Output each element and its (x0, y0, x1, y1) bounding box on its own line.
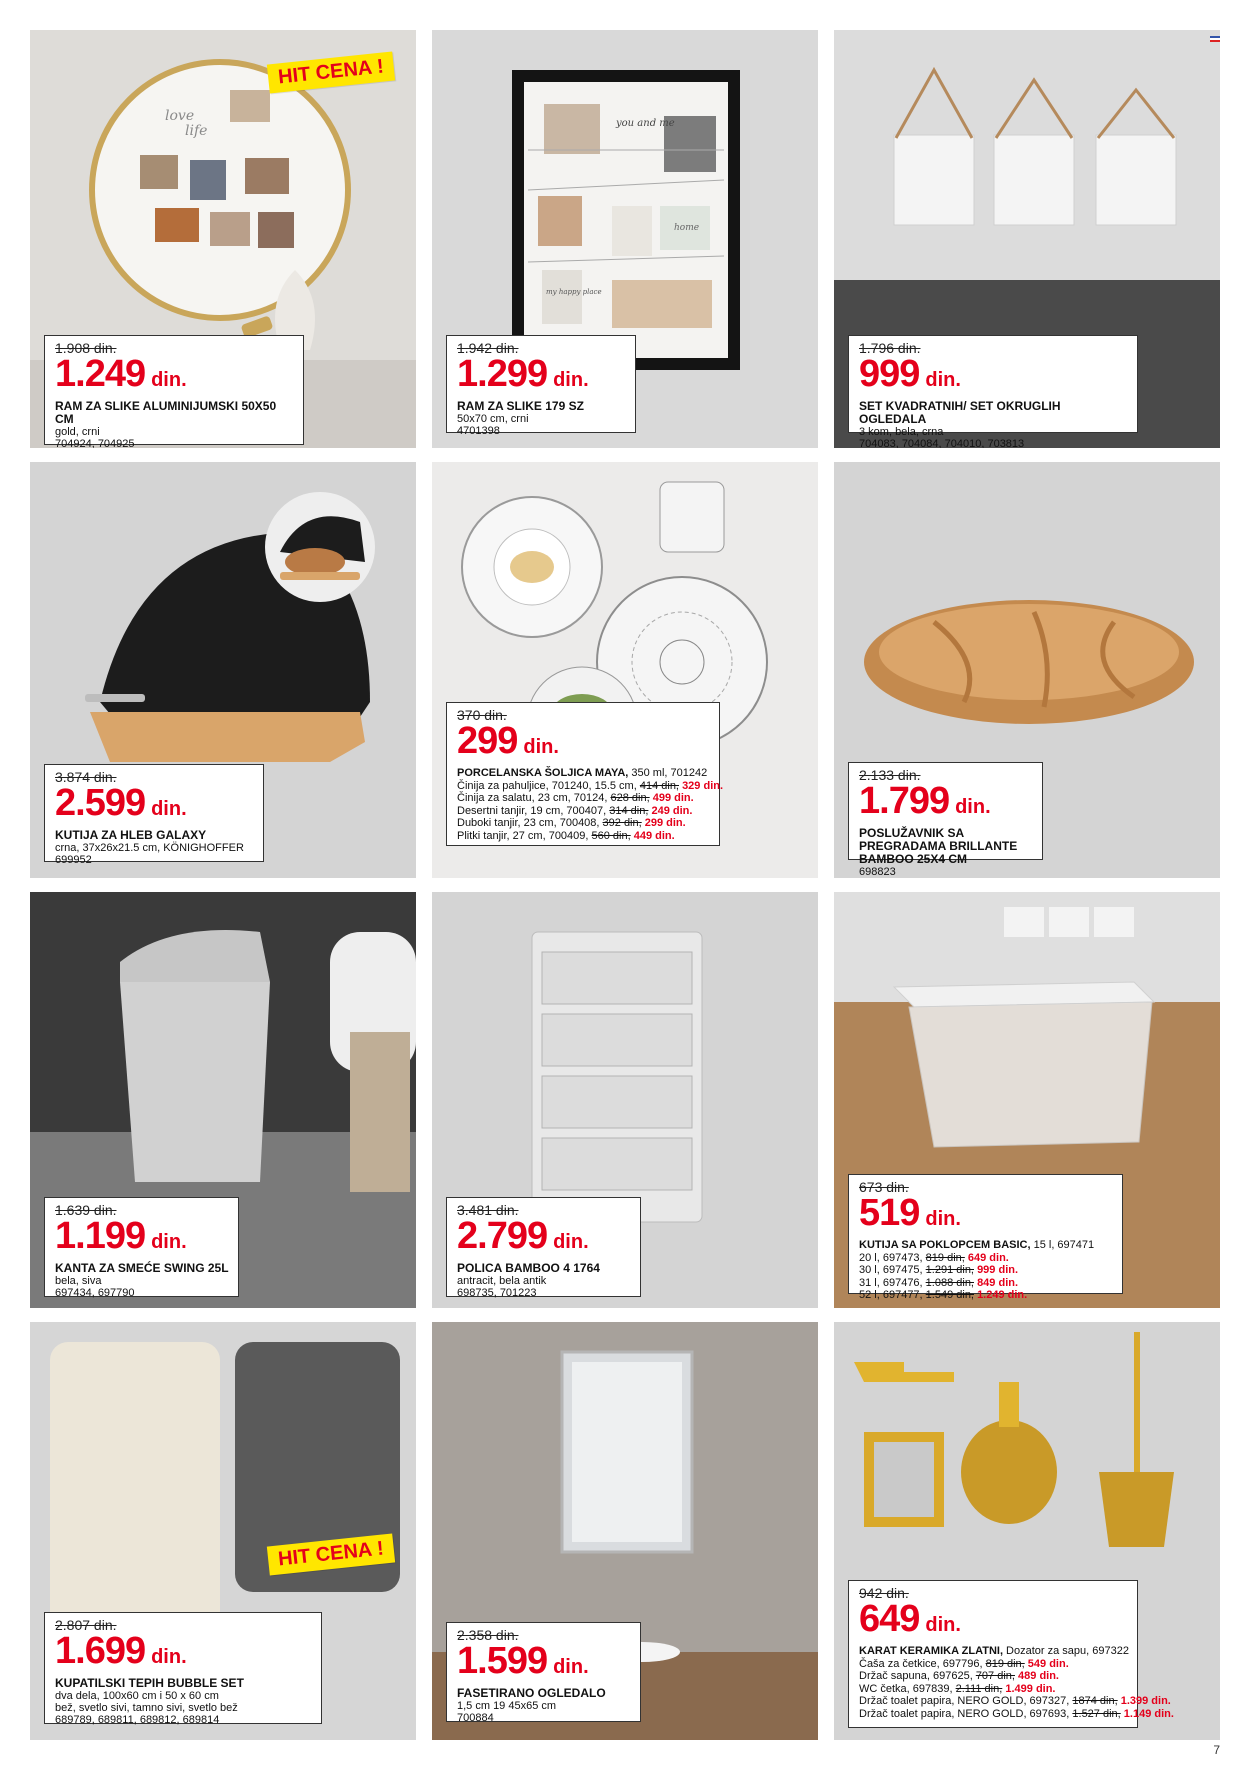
old-price: 1.942 din. (457, 340, 519, 356)
variant-line: Činija za salatu, 23 cm, 70124, 628 din, 499 din. (457, 792, 694, 804)
variant-line: Čaša za četkice, 697796, 819 din, 549 din. (859, 1657, 1069, 1670)
price-box (44, 335, 304, 448)
product-code: 698735, 701223 (457, 1287, 537, 1299)
variant-line: Držač toalet papira, NERO GOLD, 697327, 1874 din, 1.399 din. (859, 1695, 1171, 1707)
new-price: 1.199 din. (55, 1215, 187, 1257)
product-detail: bela, siva (55, 1275, 102, 1287)
variant-line: Činija za pahuljice, 701240, 15.5 cm, 414 din, 329 din. (457, 779, 724, 792)
happy-place-text: my happy place (546, 288, 602, 296)
variant-line: Desertni tanjir, 19 cm, 700407, 314 din, 249 din. (457, 804, 693, 817)
variant-line: 20 l, 697473, 819 din, 649 din. (859, 1251, 1009, 1264)
new-price: 2.599 din. (55, 782, 187, 824)
old-price: 3.874 din. (55, 769, 117, 785)
hit-cena-badge: HIT CENA ! (267, 51, 395, 93)
variant-line: WC četka, 697839, 2.111 din, 1.499 din. (859, 1682, 1056, 1695)
product-detail: crna, 37x26x21.5 cm, KÖNIGHOFFER (55, 842, 244, 854)
brand-flag-icon (1210, 36, 1220, 42)
product-tile-bamboo-tray[interactable] (834, 462, 1220, 878)
new-price: 1.599 din. (457, 1640, 589, 1682)
product-name: PORCELANSKA ŠOLJICA MAYA, 350 ml, 701242 (457, 767, 708, 779)
variant-line: 52 l, 697477, 1.549 din, 1.249 din. (859, 1289, 1028, 1301)
you-and-me-text: you and me (616, 118, 675, 129)
old-price: 1.639 din. (55, 1202, 117, 1218)
price-box (446, 335, 636, 437)
product-tile-trash-can[interactable] (30, 892, 416, 1308)
price-box (446, 1197, 641, 1297)
product-name: KARAT KERAMIKA ZLATNI, Dozator za sapu, 697322 (859, 1645, 1129, 1657)
product-code: 704083, 704084, 704010, 703813 (859, 438, 1025, 448)
variant-line: Držač sapuna, 697625, 707 din, 489 din. (859, 1670, 1059, 1682)
old-price: 370 din. (457, 707, 507, 723)
product-detail: 3 kom, bela, crna (859, 426, 944, 438)
new-price: 1.699 din. (55, 1630, 187, 1672)
product-name: RAM ZA SLIKE 179 SZ (457, 399, 584, 413)
price-box (44, 1612, 322, 1724)
new-price: 1.299 din. (457, 353, 589, 395)
old-price: 3.481 din. (457, 1202, 519, 1218)
product-tile-black-frame[interactable] (432, 30, 818, 448)
product-detail: bež, svetlo sivi, tamno sivi, svetlo bež (55, 1702, 238, 1714)
product-code: 704924, 704925 (55, 438, 135, 448)
product-detail: 50x70 cm, crni (457, 413, 529, 425)
product-code: 697434, 697790 (55, 1287, 135, 1299)
product-name: POSLUŽAVNIK SA PREGRADAMA BRILLANTE BAMBOO 25X4 CM (859, 826, 1018, 866)
product-detail: antracit, bela antik (457, 1275, 547, 1287)
old-price: 2.807 din. (55, 1617, 117, 1633)
product-tile-gold-bath-set[interactable] (834, 1322, 1220, 1740)
new-price: 649 din. (859, 1598, 961, 1640)
price-box (848, 1174, 1123, 1301)
life-text: life (185, 123, 208, 139)
product-name: POLICA BAMBOO 4 1764 (457, 1261, 600, 1275)
old-price: 2.358 din. (457, 1627, 519, 1643)
product-name: RAM ZA SLIKE ALUMINIJUMSKI 50X50 CM (55, 399, 277, 426)
price-box (848, 762, 1043, 878)
love-text: love (165, 108, 195, 124)
new-price: 1.249 din. (55, 353, 187, 395)
variant-line: Držač toalet papira, NERO GOLD, 697693, 1.527 din, 1.149 din. (859, 1707, 1174, 1720)
hit-cena-badge: HIT CENA ! (267, 1533, 395, 1575)
new-price: 299 din. (457, 720, 559, 762)
product-tile-porcelain[interactable] (432, 462, 818, 878)
product-name: KUTIJA SA POKLOPCEM BASIC, 15 l, 697471 (859, 1239, 1095, 1251)
product-detail: gold, crni (55, 426, 100, 438)
price-box (848, 1580, 1174, 1728)
variant-line: Duboki tanjir, 23 cm, 700408, 392 din, 299 din. (457, 817, 686, 829)
page-number: 7 (1213, 1743, 1220, 1757)
product-tile-mirrors[interactable] (834, 30, 1220, 448)
price-box (446, 1622, 641, 1722)
product-name: FASETIRANO OGLEDALO (457, 1686, 606, 1700)
product-code: 689789, 689811, 689812, 689814 (55, 1714, 220, 1726)
new-price: 1.799 din. (859, 780, 991, 822)
product-name: SET KVADRATNIH/ SET OKRUGLIH OGLEDALA (859, 399, 1061, 426)
product-tile-bread-box[interactable] (30, 462, 416, 878)
old-price: 673 din. (859, 1179, 909, 1195)
product-tile-mirror[interactable] (432, 1322, 818, 1740)
price-box (44, 1197, 239, 1297)
new-price: 519 din. (859, 1192, 961, 1234)
product-tile-round-frame[interactable] (30, 30, 416, 448)
product-tile-shelf[interactable] (432, 892, 818, 1308)
old-price: 942 din. (859, 1585, 909, 1601)
product-code: 4701398 (457, 425, 500, 437)
new-price: 2.799 din. (457, 1215, 589, 1257)
product-tile-bath-mat[interactable] (30, 1322, 416, 1740)
product-detail: dva dela, 100x60 cm i 50 x 60 cm (55, 1690, 219, 1702)
old-price: 2.133 din. (859, 767, 921, 783)
product-tile-storage-box[interactable] (834, 892, 1220, 1308)
home-text: home (674, 223, 700, 233)
product-name: KANTA ZA SMEĆE SWING 25L (55, 1261, 229, 1275)
product-code: 699952 (55, 854, 92, 866)
old-price: 1.796 din. (859, 340, 921, 356)
variant-line: Plitki tanjir, 27 cm, 700409, 560 din, 449 din. (457, 829, 675, 842)
price-box (44, 764, 264, 866)
variant-line: 30 l, 697475, 1.291 din, 999 din. (859, 1264, 1019, 1276)
price-box (848, 335, 1138, 448)
product-grid (30, 30, 1220, 1740)
variant-line: 31 l, 697476, 1.088 din, 849 din. (859, 1276, 1019, 1289)
product-code: 700884 (457, 1712, 494, 1724)
product-detail: 1,5 cm 19 45x65 cm (457, 1700, 557, 1712)
product-code: 698823 (859, 866, 896, 878)
old-price: 1.908 din. (55, 340, 117, 356)
new-price: 999 din. (859, 353, 961, 395)
product-name: KUPATILSKI TEPIH BUBBLE SET (55, 1676, 244, 1690)
product-name: KUTIJA ZA HLEB GALAXY (55, 828, 207, 842)
price-box (446, 702, 724, 846)
